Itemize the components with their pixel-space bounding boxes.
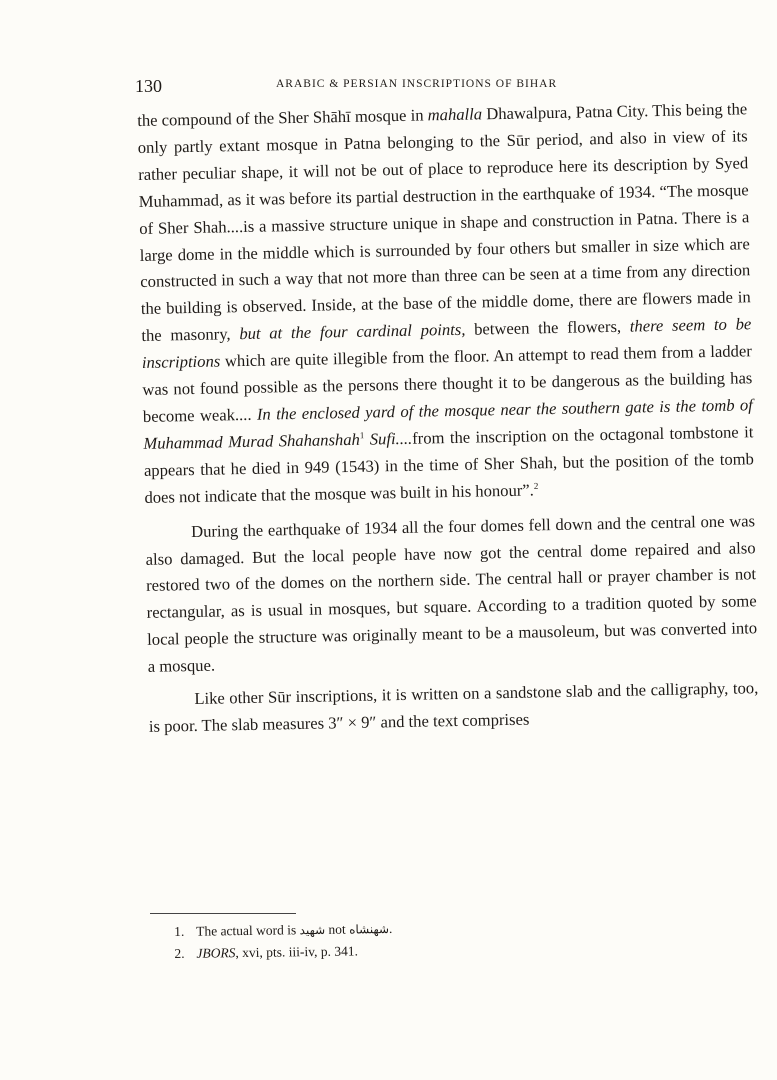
footnote-text [196,940,358,964]
journal-name: JBORS [196,945,236,961]
footnote-number: 1. [174,923,185,939]
mosque-name: Sher Shāhī [278,106,351,128]
footnote-ref-2[interactable]: 2 [533,480,539,491]
footnote-divider [150,913,296,914]
text-run: Dhawalpura, Patna City. This being the only partly extant mosque in Patna belonging to the Sūr period, and also in view of its rather peculiar shape, it will not be out of place to reproduce here its description by Syed Muhammad, as it was before its partial destruction in the earthquake of 1934. “The mosque of Sher Shah....is a massive structure unique in shape and construction in Patna. There is a large dome in the middle which is surrounded by four others but smaller in size which are constructed in such a way that not more than three can be seen at a time from any direction the building is observed. Inside, at the base of the middle dome, there are flowers made in the masonry, [137,99,751,346]
footnote-ref-1[interactable]: 1 [359,430,365,441]
text-run: the compound of the [137,108,279,130]
footnote-number: 2. [174,945,185,961]
text-run: The actual word is [196,922,300,939]
text-run: . [388,920,393,936]
footnote-text [196,918,393,943]
text-run: mosque in [350,105,428,126]
text-run: , xvi, pts. iii-iv, p. 341. [235,943,359,961]
paragraph-3: Like other Sūr inscriptions, it is written on a sandstone slab and the calligraphy, too, is poor. The slab measures 3″ × 9″ and the text comprises [148,678,759,736]
text-run: between the flowers, [465,316,631,339]
text-run: which are quite illegible from the floor. An attempt to read them from a ladder was not found possible as the persons there thought it to be dangerous as the building has become weak.... [142,341,753,426]
paragraph-1 [137,96,755,511]
italic-quote: Sufi.... [364,428,413,449]
arabic-word: شهنشاه [349,921,390,937]
page-number: 130 [135,76,162,96]
body-text [137,96,759,740]
text-run: not [325,921,350,937]
paragraph-2: During the earthquake of 1934 all the four domes fell down and the central one was also damaged. But the local people have now got the central dome repaired and also restored two of the domes on the northern side. The central hall or prayer chamber is not rectangular, as is usual in mosques, but square. According to a tradition quoted by some local people the structure was originally meant to be a mausoleum, but was converted into a mosque. [145,510,758,677]
footnotes [174,914,695,965]
text-run: from the inscription on the octagonal tombstone it appears that he died in 949 (1543) in the time of Sher Shah, but the position of the tomb does not indicate that the mosque was built in his honour”. [143,422,755,507]
italic-term: mahalla [427,104,483,125]
arabic-word: شهید [299,922,326,938]
italic-quote: In the enclosed yard of the mosque near the southern gate is the tomb of Muhammad Murad Shahanshah [143,395,753,453]
italic-quote: there seem to be inscriptions [141,314,752,373]
running-title: ARABIC & PERSIAN INSCRIPTIONS OF BIHAR [276,78,558,90]
italic-quote: but at the four cardinal points, [239,319,466,344]
